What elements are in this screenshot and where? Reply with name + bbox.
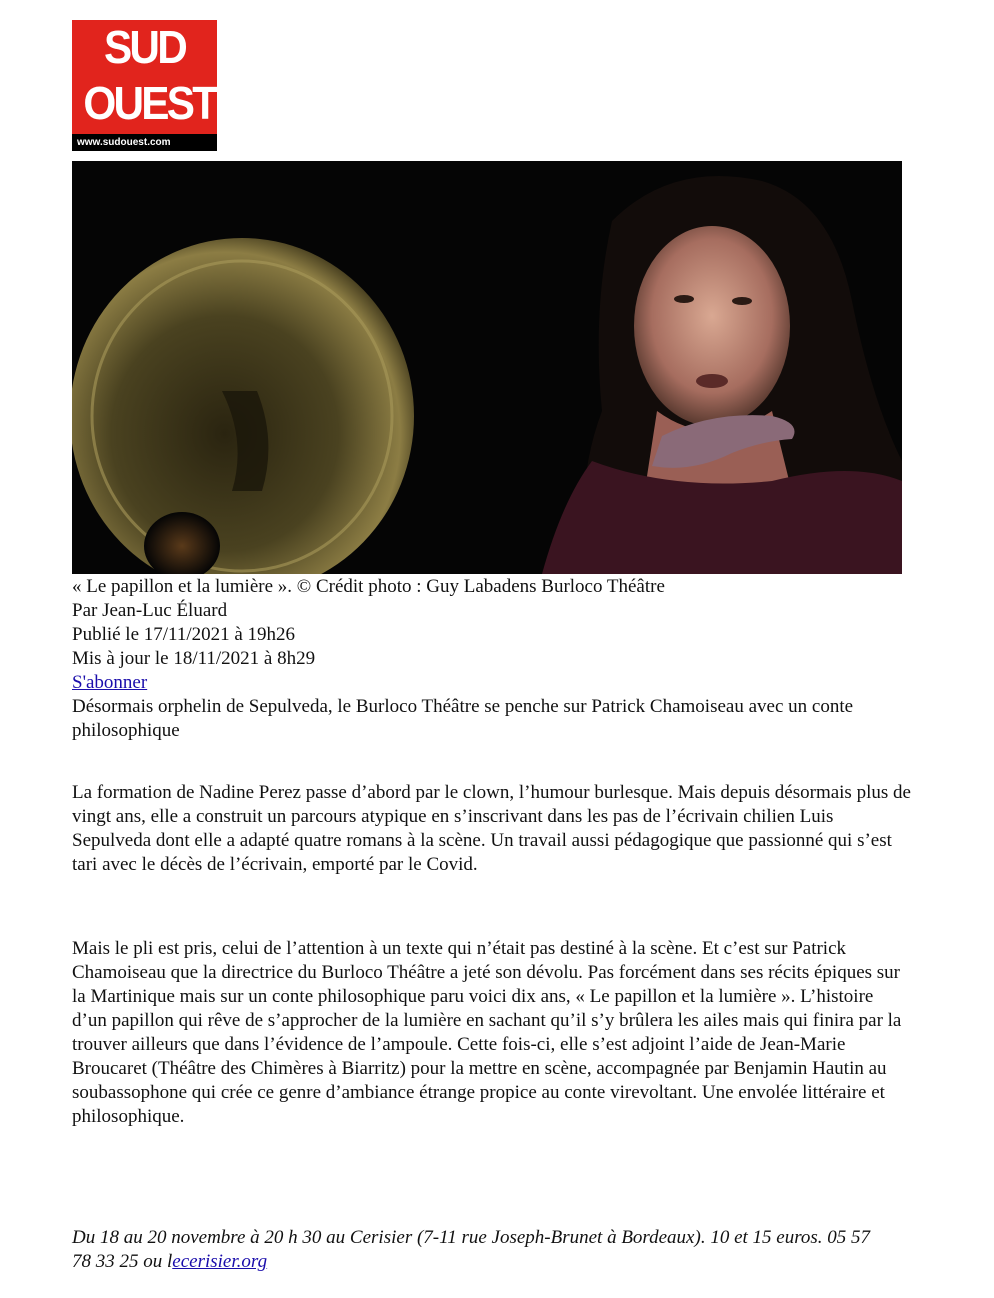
logo-url: www.sudouest.com (72, 134, 217, 151)
updated-date: Mis à jour le 18/11/2021 à 8h29 (72, 648, 316, 669)
subscribe-link[interactable]: S'abonner (72, 672, 148, 693)
photo-caption: « Le papillon et la lumière ». © Crédit photo : Guy Labadens Burloco Théâtre (72, 576, 665, 597)
stage-photo-svg (72, 161, 902, 574)
stage-photo-image (72, 161, 902, 574)
sud-ouest-logo (72, 20, 217, 151)
logo-line-ouest: OUEST (83, 77, 216, 129)
practical-info-text: Du 18 au 20 novembre à 20 h 30 au Cerisier (7-11 rue Joseph-Brunet à Bordeaux). 10 et 15 euros. 05 57 78 33 25 ou l (72, 1227, 871, 1272)
cerisier-link[interactable]: ecerisier.org (172, 1251, 268, 1272)
article-paragraph-1: La formation de Nadine Perez passe d’abord par le clown, l’humour burlesque. Mais depuis désormais plus de vingt ans, elle a construit un parcours atypique en s’inscrivant dans les pas de l’écrivain chilien Luis Sepulveda dont elle a adapté quatre romans à la scène. Un travail aussi pédagogique que passionné qui s’est tari avec le décès de l’écrivain, emporté par le Covid. (72, 782, 911, 875)
practical-info (72, 1226, 872, 1274)
published-date: Publié le 17/11/2021 à 19h26 (72, 624, 296, 645)
logo-line-sud: SUD (103, 21, 186, 73)
article-header (72, 575, 912, 743)
article-paragraph-2: Mais le pli est pris, celui de l’attention à un texte qui n’était pas destiné à la scène. Et c’est sur Patrick Chamoiseau que la directrice du Burloco Théâtre a jeté son dévolu. Pas forcément dans ses récits épiques sur la Martinique mais sur un conte philosophique paru voici dix ans, « Le papillon et la lumière ». L’histoire d’un papillon qui rêve de s’approcher de la lumière en sachant qu’il s’y brûlera les ailes mais qui finira par la trouver ailleurs que dans l’évidence de l’ampoule. Cette fois-ci, elle s’est adjoint l’aide de Jean-Marie Broucaret (Théâtre des Chimères à Biarritz) pour la mettre en scène, accompagnée par Benjamin Hautin au soubassophone qui crée ce genre d’ambiance étrange propice au conte virevoltant. Une envolée littéraire et philosophique. (72, 938, 902, 1127)
article-lead: Désormais orphelin de Sepulveda, le Burloco Théâtre se penche sur Patrick Chamoiseau avec un conte philosophique (72, 696, 854, 741)
byline: Par Jean-Luc Éluard (72, 600, 228, 621)
